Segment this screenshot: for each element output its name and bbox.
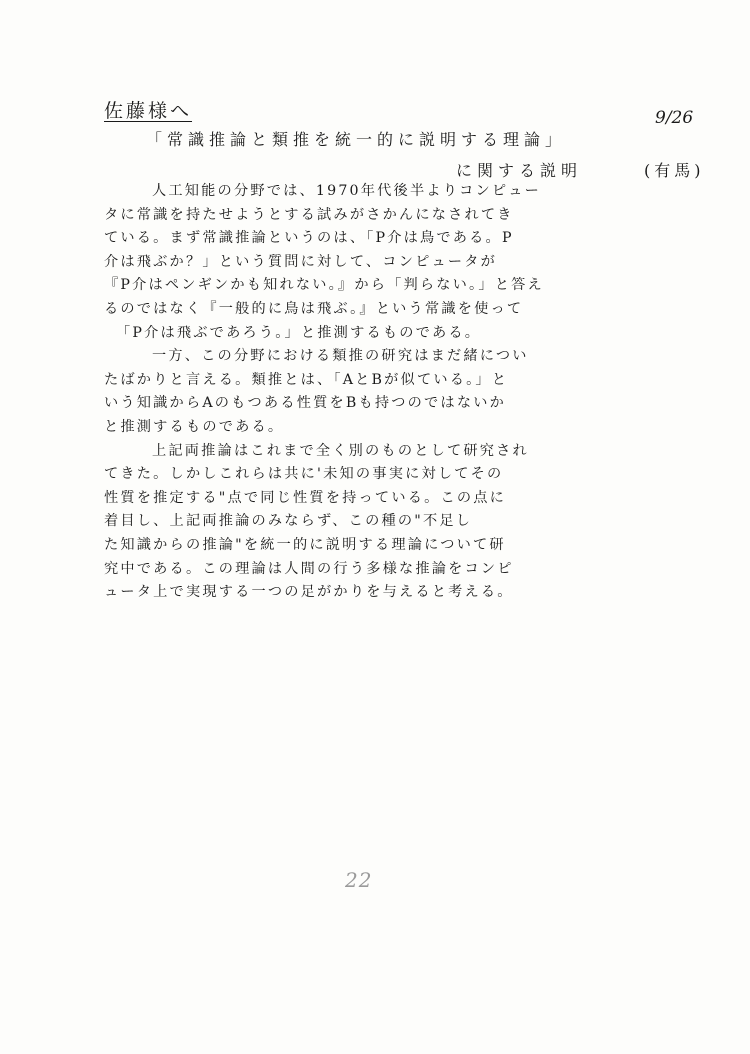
- body-line: 究中である。この理論は人間の行う多様な推論をコンピ: [104, 560, 514, 577]
- title-line-1: 「常識推論と類推を統一的に説明する理論」: [146, 130, 567, 149]
- body-line: と推測するものである。: [104, 418, 285, 435]
- body-line: いう知識からAのもつある性質をBも持つのではないか: [104, 395, 506, 412]
- title-line-2: に関する説明: [456, 161, 583, 180]
- body-line: 「P介は飛ぶであろう。」と推測するものである。: [116, 324, 482, 341]
- author: (有馬): [644, 161, 705, 180]
- page-number: 22: [345, 868, 373, 892]
- body-line: 性質を推定する"点で同じ性質を持っている。この点に: [104, 489, 507, 506]
- body-line: てきた。しかしこれらは共に'未知の事実に対してその: [104, 466, 504, 483]
- body-line: 上記両推論はこれまで全く別のものとして研究され: [152, 442, 529, 459]
- body-line: ている。まず常識推論というのは、「P介は鳥である。P: [104, 230, 514, 247]
- letter-body: [104, 180, 724, 605]
- body-line: たばかりと言える。類推とは、「AとBが似ている。」と: [104, 371, 509, 388]
- body-line: 着目し、上記両推論のみならず、この種の"不足し: [104, 513, 473, 530]
- body-line: 一方、この分野における類推の研究はまだ緒につい: [152, 348, 529, 365]
- body-line: 介は飛ぶか？」という質問に対して、コンピュータが: [104, 253, 498, 270]
- body-line: タに常識を持たせようとする試みがさかんになされてき: [104, 206, 514, 223]
- body-line: ュータ上で実現する一つの足がかりを与えると考える。: [104, 584, 514, 601]
- addressee: 佐藤様へ: [104, 100, 193, 122]
- body-line: た知識からの推論"を統一的に説明する理論について研: [104, 536, 506, 553]
- body-line: るのではなく『一般的に鳥は飛ぶ。』という常識を使って: [104, 300, 524, 317]
- body-line: 人工知能の分野では、1970年代後半よりコンピュー: [152, 183, 542, 199]
- body-line: 『P介はペンギンかも知れない。』から「判らない。」と答え: [104, 277, 544, 294]
- date: 9/26: [655, 108, 694, 128]
